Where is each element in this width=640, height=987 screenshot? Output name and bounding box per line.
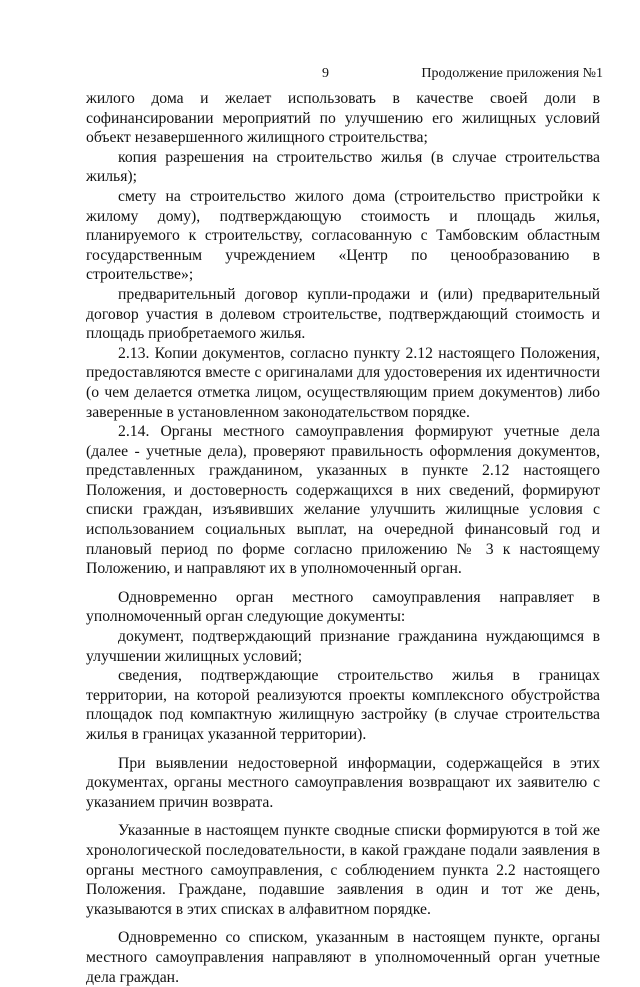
paragraph: документ, подтверждающий признание гражданина нуждающимся в улучшении жилищных условий; (86, 628, 600, 665)
paragraph: копия разрешения на строительство жилья (в случае строительства жилья); (86, 148, 600, 186)
paragraph: сведения, подтверждающие строительство жилья в границах территории, на которой реализуются проекты комплексного обустройства площадок под компактную жилищную застройку (в случае строительства жилья в границах указанной территории). (86, 667, 600, 743)
appendix-continuation-note: Продолжение приложения №1 (421, 66, 603, 81)
page-number: 9 (322, 66, 329, 81)
document-body (86, 89, 600, 987)
paragraph: Указанные в настоящем пункте сводные списки формируются в той же хронологической последовательности, в какой граждане подали заявления в органы местного самоуправления, с соблюдением пункта 2.2 настоящего Положения. Граждане, подавшие заявления в один и тот же день, указываются в этих списках в алфавитном порядке. (86, 822, 600, 918)
paragraph: Одновременно орган местного самоуправления направляет в уполномоченный орган следующие документы: (86, 588, 600, 626)
paragraph: смету на строительство жилого дома (строительство пристройки к жилому дому), подтверждающую стоимость и площадь жилья, планируемого к строительству, согласованную с Тамбовским областным государственным учреждением «Центр по ценообразованию в строительстве»; (86, 187, 600, 284)
paragraph-2-14: 2.14. Органы местного самоуправления формируют учетные дела (далее - учетные дела), проверяют правильность оформления документов, представленных гражданином, указанных в пункте 2.12 настоящего Положения, и достоверность содержащихся в них сведений, формируют списки граждан, изъявивших желание улучшить жилищные условия с использованием социальных выплат, на очередной финансовый год и плановый период по форме согласно приложению № 3 к настоящему Положению, и направляют их в уполномоченный орган. (86, 423, 600, 578)
paragraph-2-13: 2.13. Копии документов, согласно пункту 2.12 настоящего Положения, предоставляются вместе с оригиналами для удостоверения их идентичности (о чем делается отметка лицом, осуществляющим прием документов) либо заверенные в установленном законодательством порядке. (86, 344, 600, 421)
paragraph: жилого дома и желает использовать в качестве своей доли в софинансировании мероприятий по улучшению его жилищных условий объект незавершенного жилищного строительства; (86, 90, 600, 147)
paragraph: При выявлении недостоверной информации, содержащейся в этих документах, органы местного самоуправления возвращают их заявителю с указанием причин возврата. (86, 754, 600, 811)
paragraph: предварительный договор купли-продажи и (или) предварительный договор участия в долевом строительстве, подтверждающий стоимость и площадь приобретаемого жилья. (86, 285, 600, 343)
paragraph: Одновременно со списком, указанным в настоящем пункте, органы местного самоуправления направляют в уполномоченный орган учетные дела граждан. (86, 929, 600, 986)
